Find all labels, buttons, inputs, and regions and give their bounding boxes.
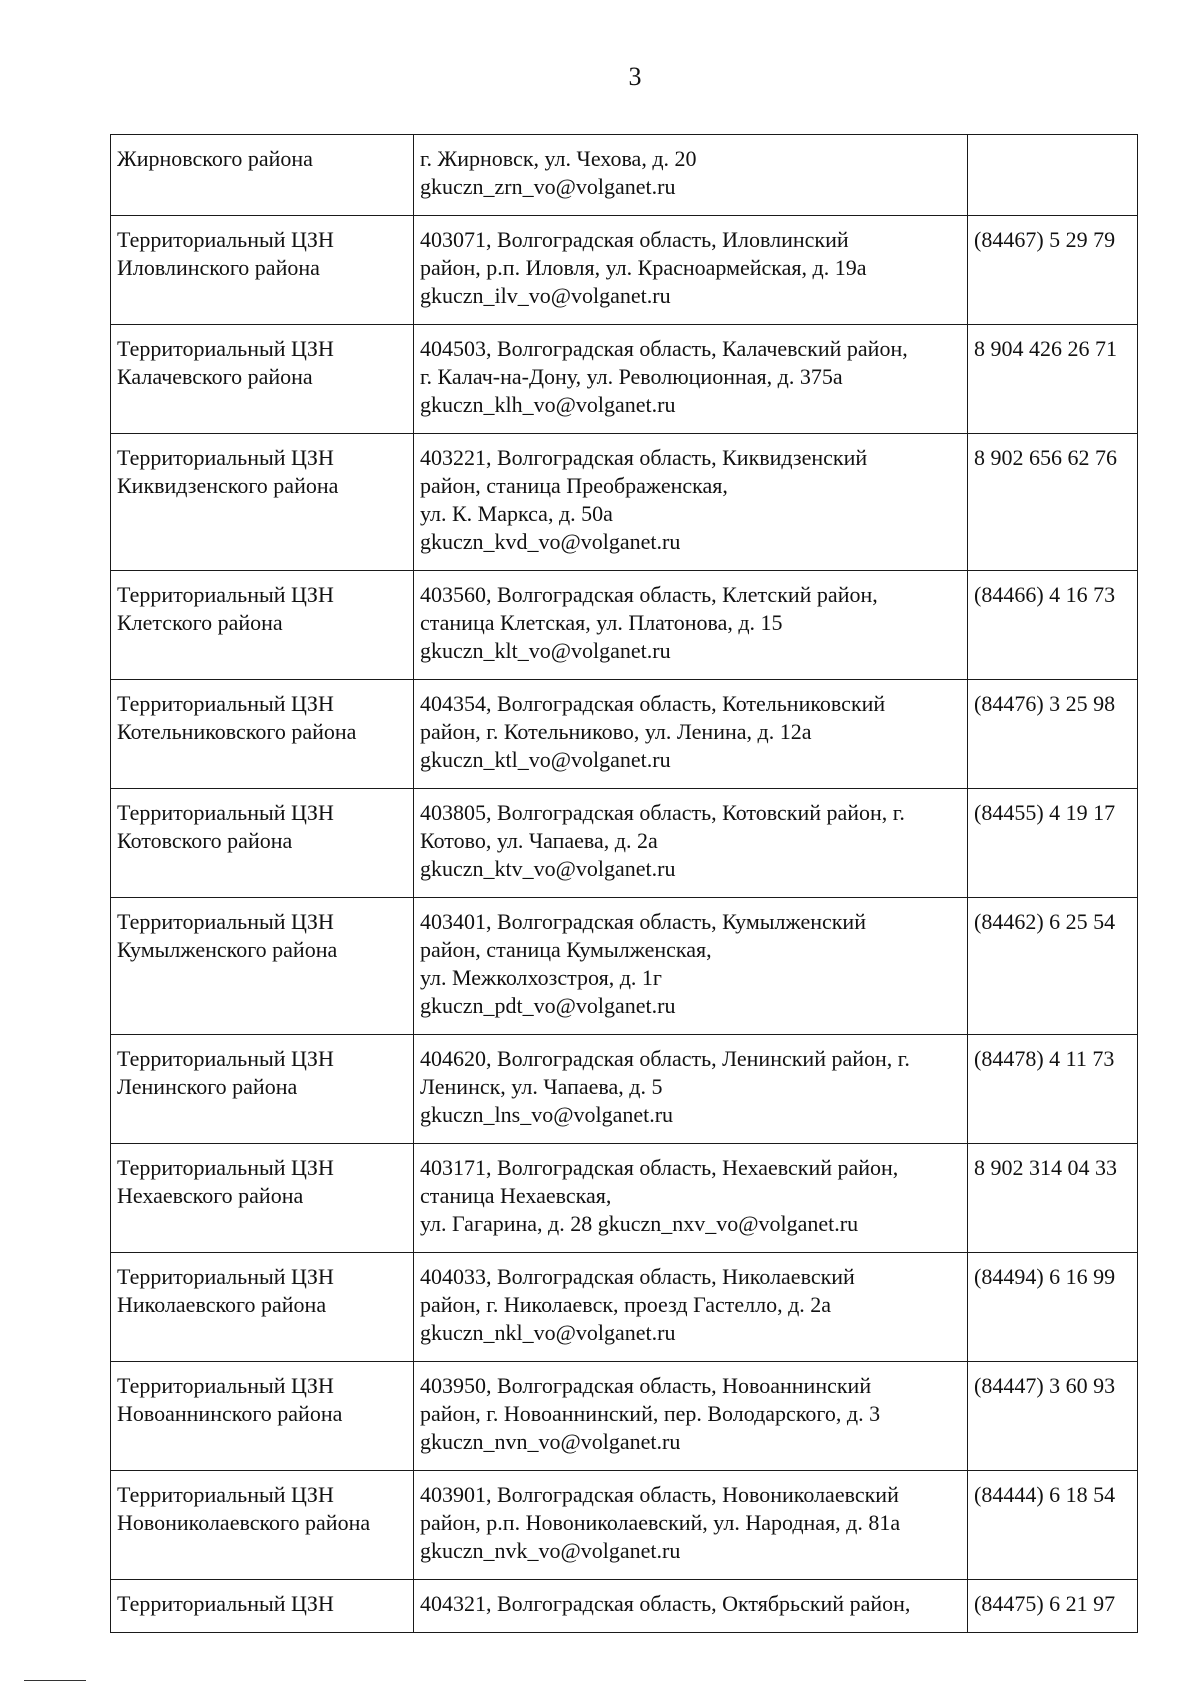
center-name-line: Территориальный ЦЗН	[117, 1591, 334, 1616]
address-cell	[414, 789, 968, 898]
center-name-cell	[111, 216, 414, 325]
phone-number: (84476) 3 25 98	[974, 691, 1116, 716]
address-line: 404033, Волгоградская область, Николаевский	[420, 1264, 855, 1289]
center-name-line: Киквидзенского района	[117, 473, 339, 498]
table-row	[111, 1362, 1138, 1471]
phone-cell	[968, 1471, 1138, 1580]
center-name-line: Николаевского района	[117, 1292, 327, 1317]
center-name-cell	[111, 434, 414, 571]
center-name-cell	[111, 1580, 414, 1633]
center-name-line: Клетского района	[117, 610, 283, 635]
address-cell	[414, 434, 968, 571]
phone-number: (84444) 6 18 54	[974, 1482, 1116, 1507]
table-row	[111, 1471, 1138, 1580]
address-line: gkuczn_zrn_vo@volganet.ru	[420, 174, 676, 199]
center-name-line: Территориальный ЦЗН	[117, 227, 334, 252]
table-row	[111, 571, 1138, 680]
address-cell	[414, 1471, 968, 1580]
phone-number: (84466) 4 16 73	[974, 582, 1116, 607]
phone-cell	[968, 325, 1138, 434]
address-line: 403401, Волгоградская область, Кумылженский	[420, 909, 866, 934]
address-line: 403221, Волгоградская область, Киквидзенский	[420, 445, 868, 470]
phone-cell	[968, 898, 1138, 1035]
phone-cell	[968, 434, 1138, 571]
phone-number: (84462) 6 25 54	[974, 909, 1116, 934]
address-line: станица Клетская, ул. Платонова, д. 15	[420, 610, 783, 635]
address-line: 403071, Волгоградская область, Иловлинский	[420, 227, 849, 252]
phone-cell	[968, 1144, 1138, 1253]
phone-number: 8 902 656 62 76	[974, 445, 1117, 470]
center-name-line: Территориальный ЦЗН	[117, 445, 334, 470]
table-row	[111, 680, 1138, 789]
table-row	[111, 898, 1138, 1035]
address-cell	[414, 1144, 968, 1253]
address-line: gkuczn_ktl_vo@volganet.ru	[420, 747, 671, 772]
center-name-line: Ленинского района	[117, 1074, 298, 1099]
phone-number: (84447) 3 60 93	[974, 1373, 1116, 1398]
center-name-cell	[111, 325, 414, 434]
center-name-line: Нехаевского района	[117, 1183, 304, 1208]
center-name-cell	[111, 571, 414, 680]
center-name-line: Территориальный ЦЗН	[117, 1155, 334, 1180]
address-cell	[414, 1580, 968, 1633]
address-line: gkuczn_ilv_vo@volganet.ru	[420, 283, 671, 308]
phone-number: (84475) 6 21 97	[974, 1591, 1116, 1616]
address-line: gkuczn_kvd_vo@volganet.ru	[420, 529, 681, 554]
address-line: г. Жирновск, ул. Чехова, д. 20	[420, 146, 697, 171]
address-line: gkuczn_nvk_vo@volganet.ru	[420, 1538, 681, 1563]
address-line: 404354, Волгоградская область, Котельниковский	[420, 691, 886, 716]
address-cell	[414, 1362, 968, 1471]
address-line: район, станица Преображенская,	[420, 473, 728, 498]
phone-number: 8 902 314 04 33	[974, 1155, 1117, 1180]
phone-number: (84478) 4 11 73	[974, 1046, 1115, 1071]
phone-number: (84467) 5 29 79	[974, 227, 1116, 252]
table-row	[111, 1035, 1138, 1144]
address-line: 403560, Волгоградская область, Клетский район,	[420, 582, 878, 607]
center-name-cell	[111, 1253, 414, 1362]
phone-cell	[968, 135, 1138, 216]
center-name-line: Иловлинского района	[117, 255, 320, 280]
phone-cell	[968, 789, 1138, 898]
table-row	[111, 1144, 1138, 1253]
address-line: район, г. Новоаннинский, пер. Володарского, д. 3	[420, 1401, 881, 1426]
center-name-cell	[111, 789, 414, 898]
address-line: район, станица Кумылженская,	[420, 937, 712, 962]
center-name-cell	[111, 898, 414, 1035]
phone-number: 8 904 426 26 71	[974, 336, 1117, 361]
address-line: ул. Межколхозстроя, д. 1г	[420, 965, 662, 990]
address-line: 404620, Волгоградская область, Ленинский район, г.	[420, 1046, 910, 1071]
address-line: Котово, ул. Чапаева, д. 2а	[420, 828, 658, 853]
address-line: район, р.п. Иловля, ул. Красноармейская, д. 19а	[420, 255, 867, 280]
employment-centers-table	[110, 134, 1138, 1633]
phone-cell	[968, 1362, 1138, 1471]
address-line: gkuczn_ktv_vo@volganet.ru	[420, 856, 676, 881]
center-name-line: Территориальный ЦЗН	[117, 1482, 334, 1507]
address-cell	[414, 325, 968, 434]
address-cell	[414, 571, 968, 680]
address-line: gkuczn_nkl_vo@volganet.ru	[420, 1320, 676, 1345]
center-name-line: Территориальный ЦЗН	[117, 909, 334, 934]
address-line: 403171, Волгоградская область, Нехаевский район,	[420, 1155, 899, 1180]
center-name-cell	[111, 135, 414, 216]
address-cell	[414, 1035, 968, 1144]
address-line: gkuczn_klh_vo@volganet.ru	[420, 392, 676, 417]
center-name-line: Котельниковского района	[117, 719, 357, 744]
address-cell	[414, 216, 968, 325]
address-line: gkuczn_pdt_vo@volganet.ru	[420, 993, 676, 1018]
address-line: район, р.п. Новониколаевский, ул. Народная, д. 81а	[420, 1510, 901, 1535]
center-name-line: Территориальный ЦЗН	[117, 800, 334, 825]
phone-cell	[968, 680, 1138, 789]
address-line: 404321, Волгоградская область, Октябрьский район,	[420, 1591, 911, 1616]
address-line: станица Нехаевская,	[420, 1183, 612, 1208]
address-cell	[414, 680, 968, 789]
phone-cell	[968, 1580, 1138, 1633]
table-row	[111, 1580, 1138, 1633]
center-name-line: Территориальный ЦЗН	[117, 1373, 334, 1398]
center-name-line: Жирновского района	[117, 146, 313, 171]
address-cell	[414, 1253, 968, 1362]
address-line: 403901, Волгоградская область, Новониколаевский	[420, 1482, 899, 1507]
table-row	[111, 325, 1138, 434]
table-row	[111, 216, 1138, 325]
address-line: gkuczn_klt_vo@volganet.ru	[420, 638, 671, 663]
address-line: район, г. Николаевск, проезд Гастелло, д. 2а	[420, 1292, 832, 1317]
address-line: gkuczn_nvn_vo@volganet.ru	[420, 1429, 681, 1454]
center-name-line: Территориальный ЦЗН	[117, 336, 334, 361]
center-name-line: Территориальный ЦЗН	[117, 582, 334, 607]
phone-cell	[968, 1035, 1138, 1144]
table-row	[111, 135, 1138, 216]
table-row	[111, 434, 1138, 571]
center-name-cell	[111, 1471, 414, 1580]
center-name-cell	[111, 1362, 414, 1471]
phone-cell	[968, 1253, 1138, 1362]
center-name-line: Территориальный ЦЗН	[117, 1264, 334, 1289]
center-name-line: Новониколаевского района	[117, 1510, 371, 1535]
address-line: Ленинск, ул. Чапаева, д. 5	[420, 1074, 663, 1099]
center-name-line: Калачевского района	[117, 364, 313, 389]
phone-number: (84455) 4 19 17	[974, 800, 1116, 825]
center-name-cell	[111, 680, 414, 789]
footer-rule	[24, 1680, 86, 1681]
address-line: район, г. Котельниково, ул. Ленина, д. 12а	[420, 719, 812, 744]
address-cell	[414, 898, 968, 1035]
table-body	[111, 135, 1138, 1633]
center-name-line: Территориальный ЦЗН	[117, 691, 334, 716]
center-name-line: Территориальный ЦЗН	[117, 1046, 334, 1071]
center-name-cell	[111, 1144, 414, 1253]
table-row	[111, 1253, 1138, 1362]
address-line: г. Калач-на-Дону, ул. Революционная, д. 375а	[420, 364, 843, 389]
address-line: 403805, Волгоградская область, Котовский район, г.	[420, 800, 905, 825]
center-name-line: Котовского района	[117, 828, 293, 853]
address-line: ул. Гагарина, д. 28 gkuczn_nxv_vo@volganet.ru	[420, 1211, 859, 1236]
center-name-line: Новоаннинского района	[117, 1401, 343, 1426]
address-line: 403950, Волгоградская область, Новоаннинский	[420, 1373, 872, 1398]
address-line: ул. К. Маркса, д. 50а	[420, 501, 613, 526]
address-cell	[414, 135, 968, 216]
address-line: 404503, Волгоградская область, Калачевский район,	[420, 336, 908, 361]
address-line: gkuczn_lns_vo@volganet.ru	[420, 1102, 674, 1127]
page-number: 3	[628, 62, 642, 91]
phone-cell	[968, 216, 1138, 325]
phone-cell	[968, 571, 1138, 680]
center-name-cell	[111, 1035, 414, 1144]
phone-number: (84494) 6 16 99	[974, 1264, 1116, 1289]
center-name-line: Кумылженского района	[117, 937, 338, 962]
table-row	[111, 789, 1138, 898]
